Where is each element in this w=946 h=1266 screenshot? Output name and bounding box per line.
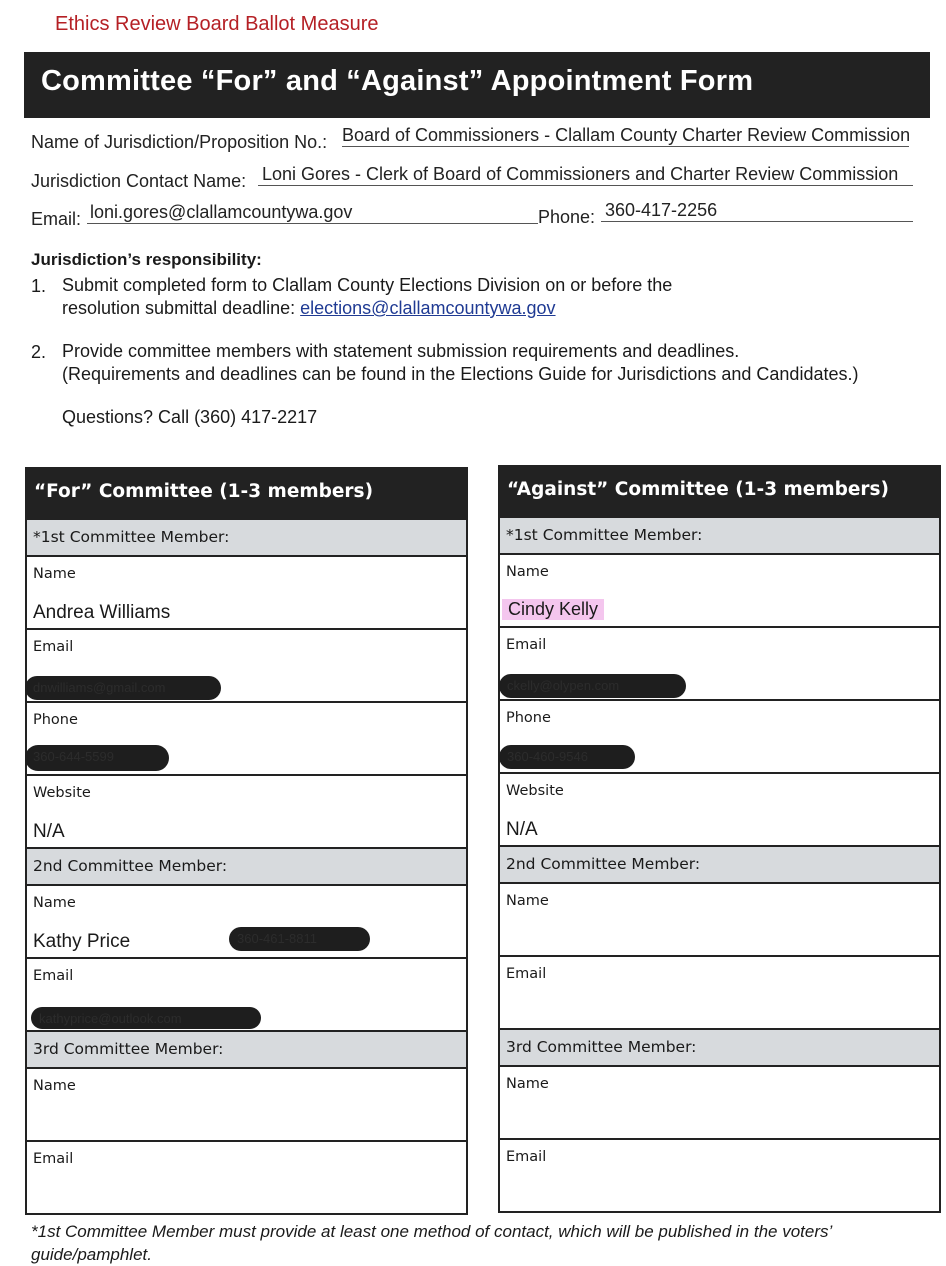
against-member1-website-cell[interactable] (500, 772, 939, 845)
for-member1-name-label: Name (33, 566, 76, 582)
for-member2-phone-redaction: 360-461-8811 (229, 927, 370, 951)
against-member1-website-label: Website (506, 783, 564, 799)
against-member1-email-label: Email (506, 637, 547, 653)
against-member2-name-cell[interactable] (500, 882, 939, 955)
for-member3-email-label: Email (33, 1151, 74, 1167)
for-member1-name-value: Andrea Williams (33, 602, 171, 623)
for-committee-heading: “For” Committee (1-3 members) (27, 469, 466, 518)
against-member2-email-label: Email (506, 966, 547, 982)
against-member3-email-label: Email (506, 1149, 547, 1165)
for-member1-heading: *1st Committee Member: (27, 518, 466, 555)
for-member3-heading: 3rd Committee Member: (27, 1030, 466, 1067)
against-member3-name-cell[interactable] (500, 1065, 939, 1138)
for-member3-email-cell[interactable] (27, 1140, 466, 1213)
against-member1-email-cell[interactable] (500, 626, 939, 699)
form-title-banner: Committee “For” and “Against” Appointment Form (24, 52, 930, 118)
for-member1-email-label: Email (33, 639, 74, 655)
for-member2-email-redaction: kathyprice@outlook.com (31, 1007, 261, 1029)
for-member1-email-cell[interactable] (27, 628, 466, 701)
against-member1-phone-label: Phone (506, 710, 551, 726)
form-top-label: Ethics Review Board Ballot Measure (55, 13, 379, 35)
against-member2-email-cell[interactable] (500, 955, 939, 1028)
phone-label: Phone: (538, 207, 596, 227)
responsibility-title: Jurisdiction’s responsibility: (31, 250, 262, 269)
for-member1-website-value: N/A (33, 821, 65, 842)
email-field[interactable]: loni.gores@clallamcountywa.gov (87, 202, 538, 224)
for-member2-name-value: Kathy Price (33, 931, 131, 952)
jurisdiction-label: Name of Jurisdiction/Proposition No.: (31, 132, 328, 152)
responsibility-item-1-line-2 (62, 297, 672, 320)
against-member1-name-label: Name (506, 564, 549, 580)
contact-name-label: Jurisdiction Contact Name: (31, 171, 247, 191)
for-member2-name-label: Name (33, 895, 76, 911)
against-committee-heading: “Against” Committee (1-3 members) (500, 467, 939, 516)
for-member1-website-cell[interactable] (27, 774, 466, 847)
for-committee-table (25, 467, 468, 1215)
against-member1-name-value: Cindy Kelly (502, 599, 604, 620)
against-member2-name-label: Name (506, 893, 549, 909)
for-member1-phone-label: Phone (33, 712, 78, 728)
responsibility-item-2 (62, 340, 858, 386)
for-member2-name-cell[interactable] (27, 884, 466, 957)
for-member1-email-redaction: dnwilliams@gmail.com (25, 676, 221, 700)
responsibility-item-1-prefix: resolution submittal deadline: (62, 298, 301, 318)
responsibility-item-1-line-1: Submit completed form to Clallam County Elections Division on or before the (62, 275, 673, 295)
against-member1-heading: *1st Committee Member: (500, 516, 939, 553)
responsibility-item-2-line-1: Provide committee members with statement submission requirements and deadlines. (62, 341, 740, 361)
against-member2-heading: 2nd Committee Member: (500, 845, 939, 882)
elections-email-link[interactable]: elections@clallamcountywa.gov (300, 298, 556, 318)
against-member1-phone-cell[interactable] (500, 699, 939, 772)
responsibility-item-1 (62, 274, 672, 320)
list-number-1: 1. (31, 276, 47, 296)
against-member1-email-redaction: ckelly@olypen.com (499, 674, 686, 698)
for-member2-email-cell[interactable] (27, 957, 466, 1030)
for-member1-name-cell[interactable] (27, 555, 466, 628)
list-number-2: 2. (31, 342, 47, 362)
responsibility-item-2-line-2: (Requirements and deadlines can be found in the Elections Guide for Jurisdictions and Candidates.) (62, 364, 859, 384)
jurisdiction-field[interactable]: Board of Commissioners - Clallam County Charter Review Commission (342, 125, 911, 145)
for-member1-phone-cell[interactable] (27, 701, 466, 774)
for-member2-heading: 2nd Committee Member: (27, 847, 466, 884)
phone-field[interactable]: 360-417-2256 (601, 200, 913, 222)
against-member3-heading: 3rd Committee Member: (500, 1028, 939, 1065)
contact-name-field[interactable]: Loni Gores - Clerk of Board of Commissioners and Charter Review Commission (258, 164, 913, 186)
for-member3-name-cell[interactable] (27, 1067, 466, 1140)
against-member1-name-cell[interactable] (500, 553, 939, 626)
against-member3-name-label: Name (506, 1076, 549, 1092)
against-member1-website-value: N/A (506, 819, 538, 840)
for-member2-email-label: Email (33, 968, 74, 984)
for-member1-phone-redaction: 360-644-5599 (25, 745, 169, 771)
against-member3-email-cell[interactable] (500, 1138, 939, 1211)
questions-line: Questions? Call (360) 417-2217 (62, 407, 318, 427)
footnote: *1st Committee Member must provide at least one method of contact, which will be published in the voters’ guide/pamphlet. (31, 1222, 832, 1264)
against-committee-table (498, 465, 941, 1213)
against-member1-phone-redaction: 360-460-9546 (499, 745, 635, 769)
for-member3-name-label: Name (33, 1078, 76, 1094)
for-member1-website-label: Website (33, 785, 91, 801)
email-label: Email: (31, 209, 82, 229)
